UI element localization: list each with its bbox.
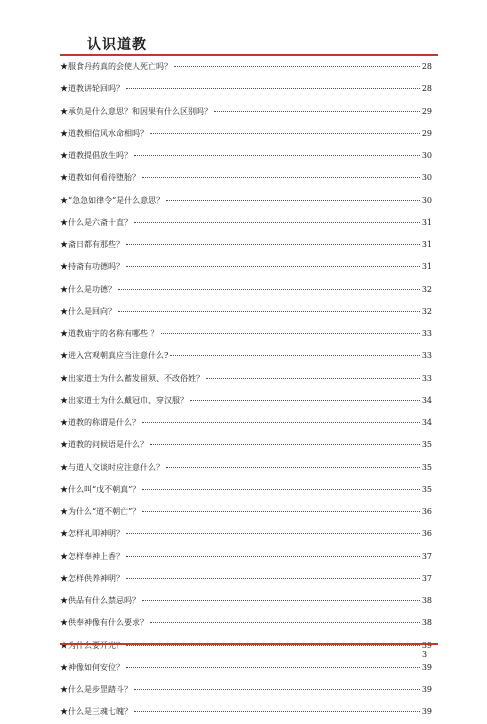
toc-entry-page-number: 32 — [421, 284, 432, 294]
toc-entry[interactable] — [60, 390, 432, 412]
toc-entry-page-number: 35 — [421, 462, 432, 472]
toc-entry-page-number: 33 — [421, 329, 432, 338]
toc-entry[interactable] — [60, 101, 432, 123]
toc-entry-title: ★道教讲轮回吗？ — [60, 84, 124, 94]
toc-entry-page-number: 31 — [421, 240, 432, 249]
toc-dot-leader — [118, 311, 420, 312]
toc-entry-title: ★道教相信风水命相吗？ — [60, 128, 148, 138]
toc-entry-title: ★为什么“道不朝亡”？ — [60, 507, 141, 516]
toc-entry-page-number: 37 — [421, 573, 432, 583]
toc-dot-leader — [142, 422, 420, 423]
toc-dot-leader — [150, 133, 420, 134]
footer-divider — [60, 643, 438, 645]
toc-dot-leader — [142, 489, 420, 490]
toc-entry[interactable] — [60, 323, 432, 345]
toc-entry-title: ★道教如何看待堕胎？ — [60, 173, 140, 183]
toc-dot-leader — [161, 333, 420, 334]
toc-dot-leader — [174, 66, 420, 67]
toc-entry-title: ★神像如何安位？ — [60, 662, 124, 672]
toc-entry-title: ★与道人交谈时应注意什么？ — [60, 462, 164, 472]
toc-entry-page-number: 38 — [421, 618, 432, 628]
toc-entry-title: ★什么是功德？ — [60, 284, 116, 294]
toc-entry[interactable] — [60, 212, 432, 234]
toc-entry-page-number: 28 — [421, 62, 432, 71]
toc-entry-page-number: 31 — [421, 262, 432, 272]
toc-entry-title: ★什么叫“戊不朝真”？ — [60, 484, 141, 494]
toc-entry-title: ★道教提倡放生吗？ — [60, 151, 132, 160]
toc-entry[interactable] — [60, 612, 432, 634]
toc-entry[interactable] — [60, 167, 432, 189]
toc-entry-page-number: 36 — [421, 507, 432, 516]
toc-dot-leader — [150, 622, 420, 623]
toc-dot-leader — [118, 289, 420, 290]
toc-entry-page-number: 38 — [421, 596, 432, 605]
toc-entry[interactable] — [60, 701, 432, 723]
toc-dot-leader — [170, 355, 420, 356]
toc-entry-title: ★斋日都有那些？ — [60, 240, 124, 249]
toc-entry-page-number: 39 — [421, 662, 432, 672]
toc-entry[interactable] — [60, 256, 432, 278]
toc-dot-leader — [166, 200, 420, 201]
toc-entry-title: ★进入宫观朝真应当注意什么? — [60, 351, 169, 361]
toc-entry[interactable] — [60, 434, 432, 456]
toc-dot-leader — [142, 177, 420, 178]
toc-entry-title: ★怎样奉神上香？ — [60, 551, 124, 561]
toc-dot-leader — [126, 556, 420, 557]
toc-entry[interactable] — [60, 479, 432, 501]
toc-entry-page-number: 30 — [421, 151, 432, 160]
toc-entry[interactable] — [60, 56, 432, 78]
toc-entry-title: ★什么是回向？ — [60, 306, 116, 316]
toc-entry-page-number: 35 — [421, 440, 432, 450]
toc-dot-leader — [190, 400, 420, 401]
toc-entry-page-number: 34 — [421, 418, 432, 427]
toc-dot-leader — [134, 689, 420, 690]
toc-entry[interactable] — [60, 123, 432, 145]
toc-entry[interactable] — [60, 190, 432, 212]
toc-entry-page-number: 39 — [421, 685, 432, 694]
toc-entry[interactable] — [60, 234, 432, 256]
table-of-contents — [60, 56, 432, 724]
toc-entry[interactable] — [60, 145, 432, 167]
toc-entry-page-number: 35 — [421, 484, 432, 494]
toc-entry-title: ★什么是三魂七魄？ — [60, 707, 132, 717]
toc-dot-leader — [142, 600, 420, 601]
toc-entry[interactable] — [60, 568, 432, 590]
toc-entry-page-number: 32 — [421, 306, 432, 316]
toc-dot-leader — [134, 155, 420, 156]
toc-entry-page-number: 34 — [421, 395, 432, 405]
toc-dot-leader — [150, 444, 420, 445]
toc-entry[interactable] — [60, 345, 432, 367]
toc-dot-leader — [126, 266, 420, 267]
toc-entry-page-number: 31 — [421, 217, 432, 227]
toc-entry-page-number: 36 — [421, 529, 432, 539]
toc-dot-leader — [134, 222, 420, 223]
toc-entry-page-number: 33 — [421, 351, 432, 361]
toc-dot-leader — [126, 244, 420, 245]
toc-entry-title: ★怎样供养神明？ — [60, 573, 124, 583]
toc-entry[interactable] — [60, 368, 432, 390]
toc-entry-title: ★怎样礼叩神明？ — [60, 529, 124, 539]
toc-dot-leader — [126, 533, 420, 534]
toc-entry[interactable] — [60, 501, 432, 523]
toc-entry-page-number: 39 — [421, 640, 432, 650]
toc-entry[interactable] — [60, 679, 432, 701]
toc-entry-title: ★供奉神像有什么要求？ — [60, 618, 148, 628]
page-header-title: 认识道教 — [87, 37, 147, 53]
toc-dot-leader — [214, 111, 420, 112]
toc-entry-title: ★什么是步罡踏斗？ — [60, 685, 132, 694]
toc-dot-leader — [206, 378, 420, 379]
toc-dot-leader — [142, 511, 420, 512]
toc-dot-leader — [126, 667, 420, 668]
toc-entry[interactable] — [60, 635, 432, 657]
toc-dot-leader — [126, 88, 420, 89]
toc-entry[interactable] — [60, 412, 432, 434]
toc-dot-leader — [126, 578, 420, 579]
toc-entry-page-number: 28 — [421, 84, 432, 94]
toc-entry[interactable] — [60, 78, 432, 100]
toc-entry-title: ★道教的问候语是什么？ — [60, 440, 148, 450]
toc-entry-page-number: 29 — [421, 128, 432, 138]
toc-entry[interactable] — [60, 546, 432, 568]
page-number: 3 — [422, 650, 428, 659]
toc-entry-title: ★服食丹药真的会使人死亡吗？ — [60, 62, 172, 71]
toc-entry[interactable] — [60, 457, 432, 479]
toc-entry-page-number: 33 — [421, 373, 432, 383]
toc-entry-page-number: 30 — [421, 195, 432, 205]
toc-entry[interactable] — [60, 590, 432, 612]
toc-entry-title: ★承负是什么意思？和因果有什么区别吗？ — [60, 106, 212, 116]
toc-entry-page-number: 30 — [421, 173, 432, 183]
toc-entry-title: ★道教的称谓是什么？ — [60, 418, 140, 427]
toc-entry-title: ★道教庙宇的名称有哪些 ？ — [60, 329, 159, 338]
toc-entry-title: ★“急急如律令”是什么意思？ — [60, 195, 165, 205]
toc-dot-leader — [166, 467, 420, 468]
toc-entry-title: ★出家道士为什么戴冠巾、穿汉服？ — [60, 395, 188, 405]
toc-entry[interactable] — [60, 657, 432, 679]
toc-entry-title: ★为什么要开光？ — [60, 640, 124, 650]
toc-entry-title: ★持斋有功德吗？ — [60, 262, 124, 272]
toc-entry-title: ★什么是六斋十直？ — [60, 217, 132, 227]
toc-entry-page-number: 29 — [421, 106, 432, 116]
toc-entry[interactable] — [60, 279, 432, 301]
toc-entry-page-number: 39 — [421, 707, 432, 717]
toc-entry-title: ★出家道士为什么蓄发留须、不改俗姓？ — [60, 373, 204, 383]
toc-entry-page-number: 37 — [421, 551, 432, 561]
toc-dot-leader — [134, 711, 420, 712]
toc-entry[interactable] — [60, 523, 432, 545]
toc-entry-title: ★供品有什么禁忌吗？ — [60, 596, 140, 605]
toc-entry[interactable] — [60, 301, 432, 323]
